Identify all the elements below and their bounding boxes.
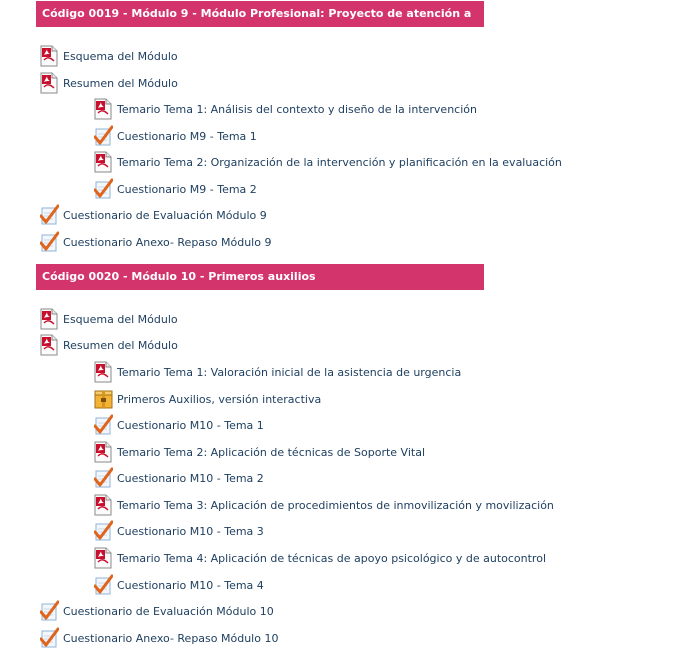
pdf-icon: [94, 361, 113, 383]
item-label[interactable]: Cuestionario M9 - Tema 2: [117, 182, 257, 196]
pdf-icon: [94, 441, 113, 463]
list-item[interactable]: [94, 360, 461, 384]
pdf-icon: [40, 334, 59, 356]
item-label[interactable]: Cuestionario de Evaluación Módulo 9: [63, 208, 267, 222]
list-item[interactable]: [40, 71, 178, 95]
list-item[interactable]: [40, 230, 271, 254]
item-label[interactable]: Temario Tema 1: Valoración inicial de la asistencia de urgencia: [117, 365, 462, 379]
list-item[interactable]: [94, 546, 546, 570]
item-label[interactable]: Temario Tema 1: Análisis del contexto y diseño de la intervención: [117, 102, 477, 116]
pdf-icon: [40, 45, 59, 67]
list-item[interactable]: [40, 599, 274, 623]
item-label[interactable]: Primeros Auxilios, versión interactiva: [117, 392, 322, 406]
item-label[interactable]: Esquema del Módulo: [63, 312, 178, 326]
quiz-icon: [94, 125, 113, 147]
list-item[interactable]: [94, 387, 321, 411]
quiz-icon: [94, 414, 113, 436]
quiz-icon: [94, 467, 113, 489]
list-item[interactable]: [94, 519, 264, 543]
list-item[interactable]: [40, 307, 178, 331]
package-icon: [94, 388, 113, 410]
list-item[interactable]: [94, 150, 562, 174]
list-item[interactable]: [40, 203, 267, 227]
quiz-icon: [40, 204, 59, 226]
item-label[interactable]: Resumen del Módulo: [63, 338, 178, 352]
item-label[interactable]: Cuestionario M10 - Tema 3: [117, 524, 264, 538]
section-header-modulo-10: Código 0020 - Módulo 10 - Primeros auxilios: [36, 264, 484, 290]
item-label[interactable]: Cuestionario Anexo- Repaso Módulo 9: [63, 235, 272, 249]
item-label[interactable]: Esquema del Módulo: [63, 49, 178, 63]
pdf-icon: [40, 308, 59, 330]
list-item[interactable]: [94, 466, 264, 490]
list-item[interactable]: [40, 333, 178, 357]
item-label[interactable]: Temario Tema 4: Aplicación de técnicas de apoyo psicológico y de autocontrol: [117, 551, 546, 565]
quiz-icon: [40, 627, 59, 649]
list-item[interactable]: [94, 97, 477, 121]
item-label[interactable]: Cuestionario M10 - Tema 2: [117, 471, 264, 485]
item-label[interactable]: Temario Tema 2: Organización de la intervención y planificación en la evaluación: [117, 155, 562, 169]
quiz-icon: [94, 178, 113, 200]
item-label[interactable]: Cuestionario Anexo- Repaso Módulo 10: [63, 631, 279, 645]
item-label[interactable]: Resumen del Módulo: [63, 76, 178, 90]
pdf-icon: [94, 547, 113, 569]
item-label[interactable]: Cuestionario M9 - Tema 1: [117, 129, 257, 143]
list-item[interactable]: [40, 626, 278, 650]
item-label[interactable]: Temario Tema 2: Aplicación de técnicas de Soporte Vital: [117, 445, 425, 459]
item-label[interactable]: Cuestionario M10 - Tema 4: [117, 578, 264, 592]
list-item[interactable]: [94, 177, 257, 201]
item-label[interactable]: Temario Tema 3: Aplicación de procedimientos de inmovilización y movilización: [117, 498, 554, 512]
list-item[interactable]: [94, 124, 257, 148]
list-item[interactable]: [94, 413, 264, 437]
list-item[interactable]: [94, 440, 425, 464]
pdf-icon: [94, 494, 113, 516]
item-label[interactable]: Cuestionario de Evaluación Módulo 10: [63, 604, 274, 618]
quiz-icon: [40, 231, 59, 253]
quiz-icon: [94, 574, 113, 596]
list-item[interactable]: [40, 44, 178, 68]
section-header-modulo-9: Código 0019 - Módulo 9 - Módulo Profesional: Proyecto de atención a la infancia: [36, 1, 484, 27]
quiz-icon: [94, 520, 113, 542]
quiz-icon: [40, 600, 59, 622]
pdf-icon: [40, 72, 59, 94]
list-item[interactable]: [94, 493, 554, 517]
pdf-icon: [94, 98, 113, 120]
pdf-icon: [94, 151, 113, 173]
list-item[interactable]: [94, 573, 264, 597]
item-label[interactable]: Cuestionario M10 - Tema 1: [117, 418, 264, 432]
